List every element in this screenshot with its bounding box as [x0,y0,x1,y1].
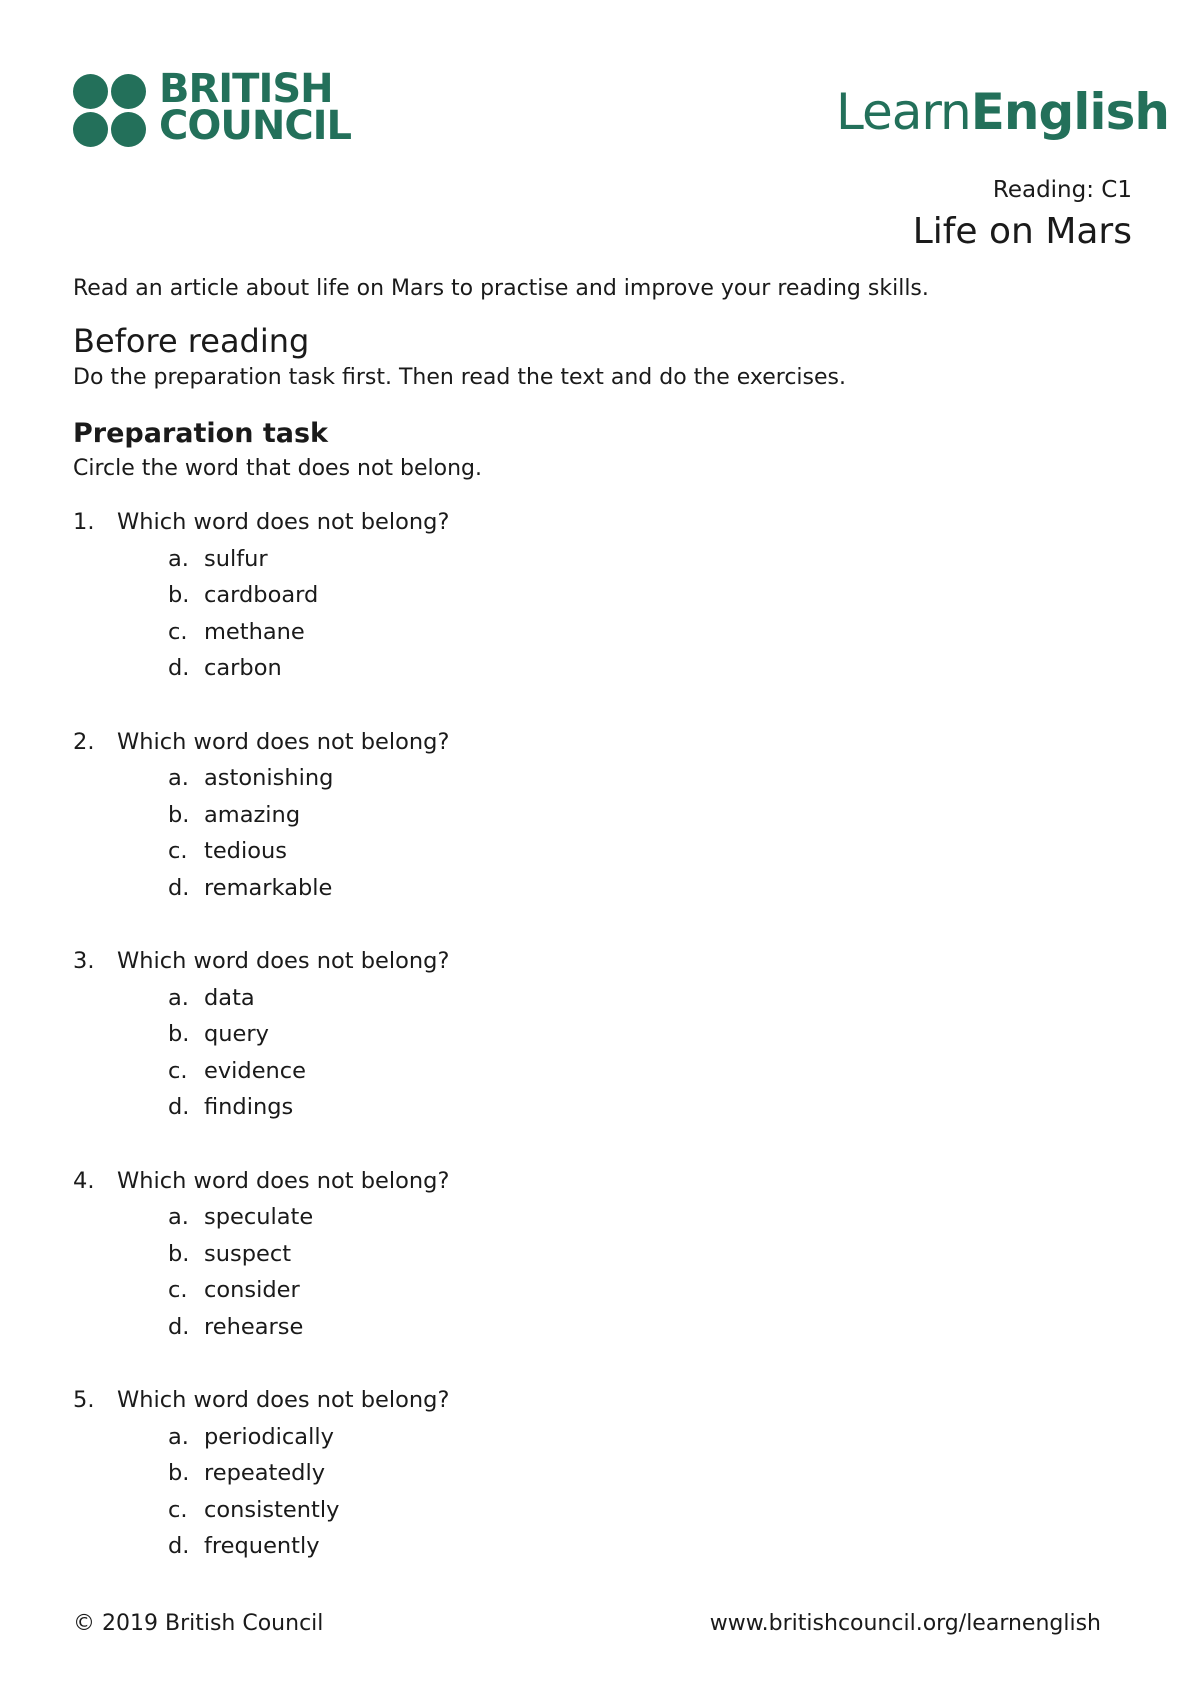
option-text[interactable]: evidence [204,1057,307,1084]
option-text[interactable]: query [204,1021,269,1047]
option-letter: d. [168,1094,190,1120]
answer-option[interactable] [73,1492,1113,1529]
answer-option[interactable] [73,797,1113,834]
before-reading-heading: Before reading [73,322,310,360]
answer-option[interactable] [73,614,1113,651]
option-text[interactable]: findings [204,1094,294,1120]
intro-text: Read an article about life on Mars to practise and improve your reading skills. [73,276,929,301]
option-letter: a. [168,1423,189,1450]
question-row [73,724,1113,761]
answer-option[interactable] [73,1419,1113,1456]
option-text[interactable]: suspect [204,1240,292,1267]
question-number: 5. [73,1387,95,1413]
option-letter: d. [168,874,190,901]
option-letter: b. [168,1460,190,1486]
question-text: Which word does not belong? [117,728,450,755]
question-row [73,1163,1113,1200]
answer-option[interactable] [73,1528,1113,1565]
option-letter: c. [168,1277,188,1303]
option-letter: c. [168,618,188,645]
option-text[interactable]: tedious [204,838,287,864]
answer-option[interactable] [73,1309,1113,1346]
option-letter: b. [168,582,190,608]
question-row [73,1382,1113,1419]
question-number: 2. [73,728,95,755]
learnenglish-logo-suffix: English [970,83,1169,141]
answer-option[interactable] [73,1236,1113,1273]
question-text: Which word does not belong? [117,1387,450,1413]
option-text[interactable]: sulfur [204,545,268,572]
option-text[interactable]: methane [204,618,305,645]
option-text[interactable]: repeatedly [204,1460,326,1486]
answer-option[interactable] [73,1089,1113,1126]
option-text[interactable]: data [204,984,255,1011]
option-letter: a. [168,765,189,791]
option-text[interactable]: astonishing [204,765,334,791]
option-text[interactable]: amazing [204,801,301,828]
question-item [73,504,1113,724]
option-letter: b. [168,1240,190,1267]
british-council-dots-icon [73,74,147,148]
option-text[interactable]: rehearse [204,1313,304,1340]
question-number: 4. [73,1167,95,1194]
answer-option[interactable] [73,1272,1113,1309]
option-letter: d. [168,1533,190,1559]
question-number: 3. [73,948,95,974]
answer-option[interactable] [73,870,1113,907]
question-list [73,504,1113,1602]
option-text[interactable]: periodically [204,1423,334,1450]
answer-option[interactable] [73,1053,1113,1090]
answer-option[interactable] [73,577,1113,614]
footer-copyright: © 2019 British Council [73,1611,324,1636]
question-row [73,943,1113,980]
answer-option[interactable] [73,650,1113,687]
option-text[interactable]: remarkable [204,874,333,901]
page-title: Life on Mars [912,211,1132,252]
option-text[interactable]: consistently [204,1496,340,1523]
answer-option[interactable] [73,980,1113,1017]
option-text[interactable]: consider [204,1277,300,1303]
answer-option[interactable] [73,1199,1113,1236]
question-text: Which word does not belong? [117,1167,450,1194]
option-text[interactable]: cardboard [204,582,319,608]
option-letter: a. [168,984,189,1011]
answer-option[interactable] [73,760,1113,797]
question-row [73,504,1113,541]
footer-url-link[interactable]: www.britishcouncil.org/learnenglish [709,1611,1101,1636]
option-letter: a. [168,545,189,572]
question-item [73,1163,1113,1383]
question-number: 1. [73,509,95,535]
option-text[interactable]: carbon [204,655,282,681]
question-text: Which word does not belong? [117,948,450,974]
question-item [73,1382,1113,1602]
preparation-task-heading: Preparation task [73,418,328,449]
option-letter: c. [168,1496,188,1523]
before-reading-instruction: Do the preparation task first. Then read the text and do the exercises. [73,365,846,390]
option-letter: d. [168,655,190,681]
learnenglish-logo [836,82,1169,142]
option-text[interactable]: speculate [204,1204,314,1230]
answer-option[interactable] [73,833,1113,870]
level-label: Reading: C1 [992,177,1132,203]
option-letter: d. [168,1313,190,1340]
brand-line-2: COUNCIL [159,103,352,149]
question-item [73,943,1113,1163]
option-letter: c. [168,1057,188,1084]
brand-line-1: BRITISH [159,66,333,112]
brand-name [159,66,352,149]
question-item [73,724,1113,944]
preparation-task-instruction: Circle the word that does not belong. [73,456,483,481]
option-letter: a. [168,1204,189,1230]
option-letter: b. [168,801,190,828]
answer-option[interactable] [73,541,1113,578]
option-text[interactable]: frequently [204,1533,320,1559]
question-text: Which word does not belong? [117,509,450,535]
answer-option[interactable] [73,1016,1113,1053]
learnenglish-logo-prefix: Learn [836,83,971,141]
option-letter: c. [168,838,188,864]
answer-option[interactable] [73,1455,1113,1492]
option-letter: b. [168,1021,190,1047]
